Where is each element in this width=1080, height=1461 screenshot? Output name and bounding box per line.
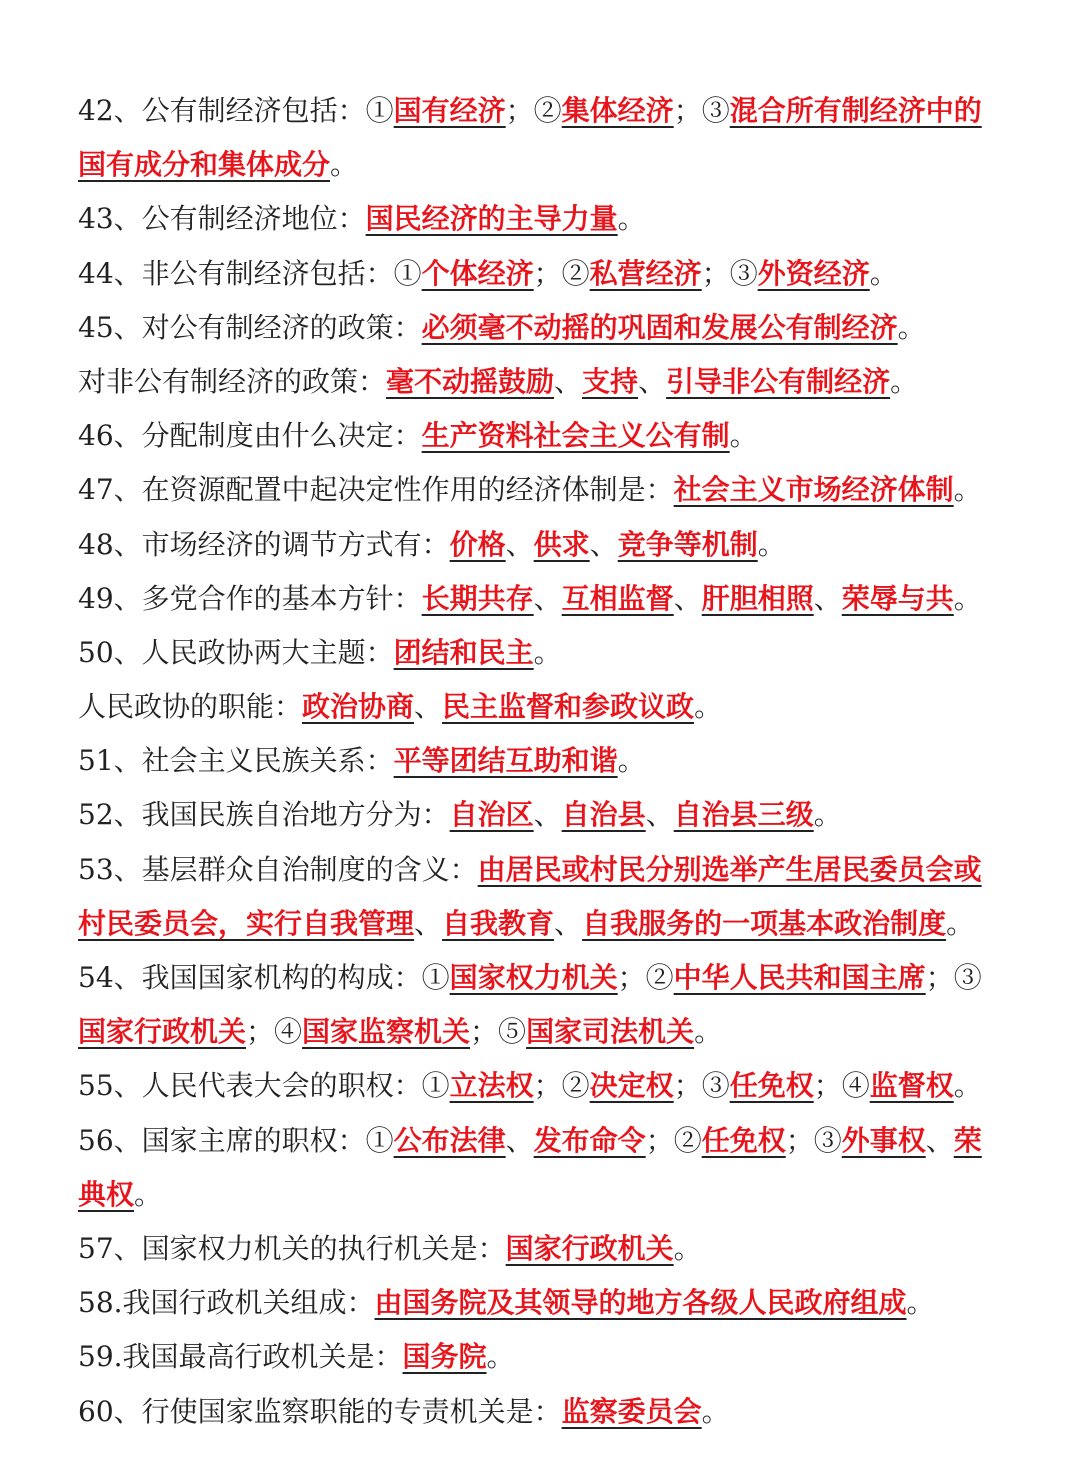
key-answer: 监督权 [869,1069,954,1103]
prompt-text: 。 [701,1394,730,1428]
prompt-text: ；③ [673,94,730,127]
prompt-text: 53、基层群众自治制度的含义： [78,852,478,886]
key-answer: 混合所有制经济中的 [729,94,982,127]
note-line-47 [78,463,1008,517]
key-answer: 民主监督和参政议政 [442,690,695,724]
prompt-text: 52、我国民族自治地方分为： [78,798,450,832]
prompt-text: 51、社会主义民族关系： [78,744,394,778]
key-answer: 村民委员会，实行自我管理 [78,906,415,940]
prompt-text: ；③ [701,256,758,290]
prompt-text: 。 [673,1231,702,1265]
note-line-54-a [78,951,1008,1005]
prompt-text: ；③ [673,1069,730,1103]
prompt-text: ；② [533,1069,590,1103]
key-answer: 生产资料社会主义公有制 [421,419,730,453]
prompt-text: 、 [414,690,443,724]
key-answer: 自治县三级 [673,798,814,832]
note-line-53-a [78,843,1008,897]
prompt-text: 57、国家权力机关的执行机关是： [78,1231,506,1265]
prompt-text: 49、多党合作的基本方针： [78,581,422,615]
prompt-text: 54、我国国家机构的构成：① [78,961,450,994]
prompt-text: 、 [533,798,562,832]
prompt-text: 、 [533,581,562,615]
prompt-text: 56、国家主席的职权：① [78,1123,394,1157]
prompt-text: 、 [925,1123,954,1157]
key-answer: 决定权 [589,1069,674,1103]
prompt-text: 42、公有制经济包括：① [78,94,394,127]
key-answer: 由居民或村民分别选举产生居民委员会或 [477,852,982,886]
prompt-text: ；② [505,94,562,127]
key-answer: 社会主义市场经济体制 [673,473,954,507]
note-line-42-a [78,84,1008,138]
note-line-59 [78,1330,1008,1384]
key-answer: 任免权 [729,1069,814,1103]
prompt-text: ；② [533,256,590,290]
note-line-57 [78,1222,1008,1276]
key-answer: 国有经济 [393,94,506,127]
key-answer: 支持 [582,364,639,398]
prompt-text: 、 [554,364,583,398]
prompt-text: 。 [617,202,646,236]
prompt-text: 50、人民政协两大主题： [78,635,394,669]
prompt-text: 。 [946,906,975,940]
key-answer: 国家司法机关 [526,1015,695,1049]
key-answer: 由国务院及其领导的地方各级人民政府组成 [374,1286,907,1320]
prompt-text: 、 [505,1123,534,1157]
key-answer: 团结和民主 [393,635,534,669]
prompt-text: 。 [906,1286,935,1320]
prompt-text: 。 [617,744,646,778]
note-line-50-b [78,680,1008,734]
prompt-text: 59.我国最高行政机关是： [78,1340,403,1374]
prompt-text: 45、对公有制经济的政策： [78,310,422,344]
key-answer: 典权 [78,1177,135,1211]
prompt-text: 、 [414,906,443,940]
prompt-text: 。 [897,310,926,344]
key-answer: 私营经济 [589,256,702,290]
note-line-56-a [78,1114,1008,1168]
prompt-text: 58.我国行政机关组成： [78,1286,375,1320]
prompt-text: 。 [953,1069,982,1103]
prompt-text: 46、分配制度由什么决定： [78,419,422,453]
note-line-42-b [78,138,1008,192]
key-answer: 供求 [533,527,590,561]
prompt-text: 。 [694,1015,723,1049]
key-answer: 荣辱与共 [841,581,954,615]
prompt-text: ；② [617,961,674,994]
prompt-text: 、 [589,527,618,561]
key-answer: 自治区 [449,798,534,832]
key-answer: 引导非公有制经济 [666,364,891,398]
key-answer: 肝胆相照 [701,581,814,615]
prompt-text: 43、公有制经济地位： [78,202,366,236]
key-answer: 长期共存 [421,581,534,615]
note-line-52 [78,788,1008,842]
note-line-45-a [78,301,1008,355]
note-line-56-b [78,1168,1008,1222]
prompt-text: 。 [330,148,359,182]
key-answer: 国家行政机关 [78,1015,247,1049]
prompt-text: 44、非公有制经济包括：① [78,256,422,290]
key-answer: 国民经济的主导力量 [365,202,618,236]
prompt-text: 。 [694,690,723,724]
key-answer: 自我教育 [442,906,555,940]
key-answer: 必须毫不动摇的巩固和发展公有制经济 [421,310,898,344]
note-line-49 [78,572,1008,626]
key-answer: 互相监督 [561,581,674,615]
prompt-text: 。 [953,473,982,507]
key-answer: 监察委员会 [561,1394,702,1428]
key-answer: 荣 [953,1123,982,1157]
prompt-text: 、 [505,527,534,561]
key-answer: 外资经济 [757,256,870,290]
note-line-58 [78,1276,1008,1330]
note-line-45-b [78,355,1008,409]
note-line-50-a [78,626,1008,680]
prompt-text: 48、市场经济的调节方式有： [78,527,450,561]
prompt-text: 。 [890,364,919,398]
prompt-text: ；② [645,1123,702,1157]
prompt-text: ；③ [925,961,982,994]
key-answer: 集体经济 [561,94,674,127]
key-answer: 立法权 [449,1069,534,1103]
note-line-48 [78,518,1008,572]
note-line-55 [78,1059,1008,1113]
key-answer: 个体经济 [421,256,534,290]
prompt-text: 、 [645,798,674,832]
note-line-53-b [78,897,1008,951]
prompt-text: ；④ [246,1015,303,1049]
prompt-text: 。 [757,527,786,561]
prompt-text: ；⑤ [470,1015,527,1049]
key-answer: 中华人民共和国主席 [673,961,926,994]
note-line-54-b [78,1005,1008,1059]
key-answer: 国有成分和集体成分 [78,148,331,182]
prompt-text: ；④ [813,1069,870,1103]
note-line-44 [78,247,1008,301]
prompt-text: ；③ [785,1123,842,1157]
prompt-text: 对非公有制经济的政策： [78,364,387,398]
key-answer: 竞争等机制 [617,527,758,561]
key-answer: 国家权力机关 [449,961,618,994]
key-answer: 毫不动摇鼓励 [386,364,555,398]
prompt-text: 。 [813,798,842,832]
note-line-60 [78,1385,1008,1439]
prompt-text: 。 [953,581,982,615]
key-answer: 国家行政机关 [505,1231,674,1265]
key-answer: 国家监察机关 [302,1015,471,1049]
prompt-text: 、 [673,581,702,615]
prompt-text: 、 [813,581,842,615]
key-answer: 价格 [449,527,506,561]
key-answer: 平等团结互助和谐 [393,744,618,778]
note-line-46 [78,409,1008,463]
key-answer: 政治协商 [302,690,415,724]
prompt-text: 。 [533,635,562,669]
prompt-text: 、 [638,364,667,398]
prompt-text: 、 [554,906,583,940]
key-answer: 公布法律 [393,1123,506,1157]
note-line-43 [78,192,1008,246]
prompt-text: 60、行使国家监察职能的专责机关是： [78,1394,562,1428]
key-answer: 国务院 [402,1340,487,1374]
key-answer: 任免权 [701,1123,786,1157]
key-answer: 发布命令 [533,1123,646,1157]
prompt-text: 47、在资源配置中起决定性作用的经济体制是： [78,473,674,507]
key-answer: 自我服务的一项基本政治制度 [582,906,947,940]
key-answer: 自治县 [561,798,646,832]
prompt-text: 55、人民代表大会的职权：① [78,1069,450,1103]
prompt-text: 。 [134,1177,163,1211]
prompt-text: 。 [869,256,898,290]
notes-document [78,84,1008,1439]
prompt-text: 人民政协的职能： [78,690,303,724]
prompt-text: 。 [486,1340,515,1374]
prompt-text: 。 [729,419,758,453]
note-line-51 [78,734,1008,788]
key-answer: 外事权 [841,1123,926,1157]
